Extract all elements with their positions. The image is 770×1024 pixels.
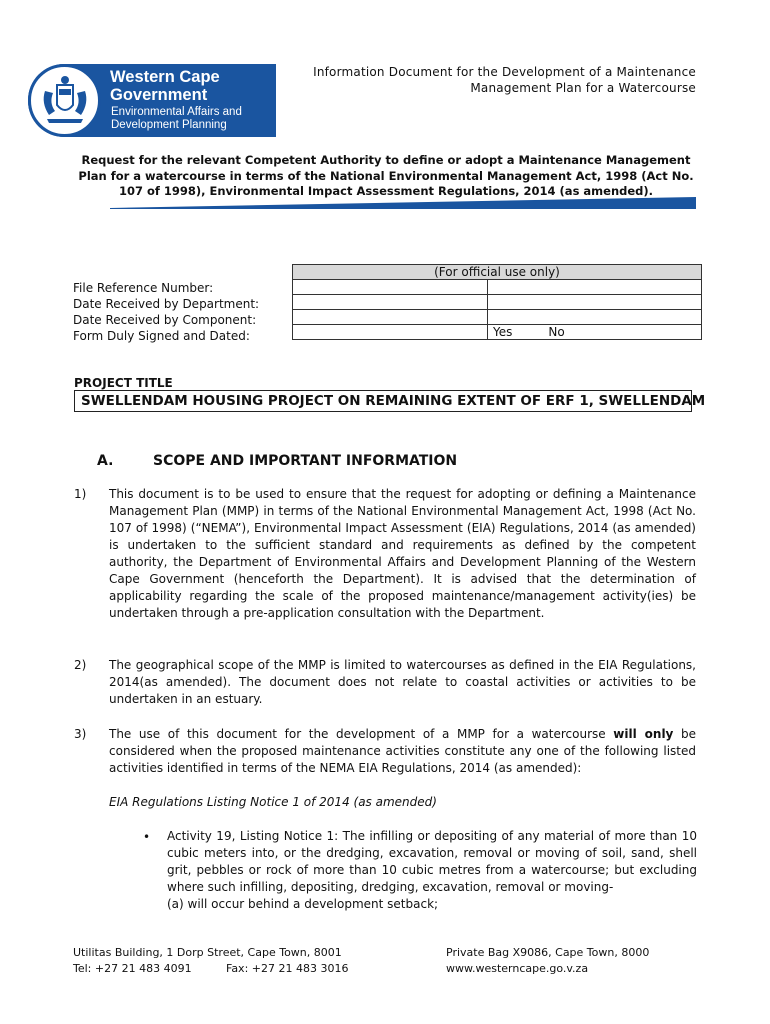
logo-title: Western Cape Government (110, 68, 220, 104)
logo-subtitle: Environmental Affairs and Development Planning (111, 106, 242, 131)
official-use-header: (For official use only) (293, 265, 702, 280)
section-title: SCOPE AND IMPORTANT INFORMATION (153, 453, 458, 469)
date-received-component-label: Date Received by Component: (73, 313, 257, 327)
footer-postal: Private Bag X9086, Cape Town, 8000 (446, 946, 650, 959)
footer-fax: Fax: +27 21 483 3016 (226, 962, 349, 975)
file-reference-label: File Reference Number: (73, 281, 214, 295)
item-text-before: The use of this document for the development of a MMP for a watercourse (109, 727, 614, 741)
project-title-box: SWELLENDAM HOUSING PROJECT ON REMAINING EXTENT OF ERF 1, SWELLENDAM (74, 390, 692, 412)
file-reference-field-2[interactable] (488, 280, 702, 295)
bullet-subitem: (a) will occur behind a development setback; (167, 897, 439, 911)
file-reference-field[interactable] (293, 280, 488, 295)
footer-website[interactable]: www.westerncape.go.v.za (446, 962, 589, 975)
form-signed-label: Form Duly Signed and Dated: (73, 329, 250, 343)
item-text-bold: will only (613, 727, 674, 741)
footer-tel: Tel: +27 21 483 4091 (73, 962, 192, 975)
date-received-department-field[interactable] (293, 295, 488, 310)
form-signed-field[interactable] (293, 325, 488, 340)
listing-notice-heading: EIA Regulations Listing Notice 1 of 2014 (as amended) (109, 795, 437, 809)
item-number: 3) (74, 727, 87, 741)
bullet-icon: • (143, 830, 151, 844)
no-option[interactable]: No (548, 325, 565, 339)
date-received-component-field-2[interactable] (488, 310, 702, 325)
yes-no-field[interactable] (488, 325, 702, 340)
request-heading: Request for the relevant Competent Authority to define or adopt a Maintenance Management Plan for a watercourse in terms of the National Environmental Management Act, 1998 (Act No. 107 of 1998), Environmental Impact Assessment Regulations, 2014 (as amended). (78, 153, 694, 198)
item-number: 1) (74, 487, 87, 501)
section-letter: A. (97, 453, 114, 469)
item-number: 2) (74, 658, 87, 672)
date-received-department-field-2[interactable] (488, 295, 702, 310)
bullet-paragraph (167, 828, 697, 913)
date-received-component-field[interactable] (293, 310, 488, 325)
official-use-labels (73, 280, 259, 344)
project-title-label: PROJECT TITLE (74, 376, 173, 390)
item-text-after: be considered when the proposed maintenance activities constitute any one of the following listed activities identified in terms of the NEMA EIA Regulations, 2014 (as amended): (109, 727, 696, 775)
bullet-text: Activity 19, Listing Notice 1: The infilling or depositing of any material of more than 10 cubic meters into, or the dredging, excavation, removal or moving of soil, sand, shell grit, pebbles or rock of more than 10 cubic metres from a watercourse; but excluding where such infilling, depositing, dredging, excavation, removal or moving- (167, 829, 697, 894)
heading-underline (110, 197, 696, 209)
official-use-table (292, 264, 702, 340)
document-title: Information Document for the Development of a Maintenance Management Plan for a Watercourse (313, 65, 696, 95)
item-paragraph: The geographical scope of the MMP is limited to watercourses as defined in the EIA Regulations, 2014(as amended). The document does not relate to coastal activities or activities to be undertaken in an estuary. (109, 658, 696, 706)
coat-of-arms-icon (28, 64, 101, 137)
footer-address: Utilitas Building, 1 Dorp Street, Cape Town, 8001 (73, 946, 342, 959)
item-paragraph (109, 726, 696, 777)
date-received-department-label: Date Received by Department: (73, 297, 260, 311)
yes-option[interactable]: Yes (493, 325, 513, 339)
item-paragraph: This document is to be used to ensure that the request for adopting or defining a Maintenance Management Plan (MMP) in terms of the National Environmental Management Act, 1998 (Act No. 107 of 1998) (“NEMA”), Environmental Impact Assessment (EIA) Regulations, 2014 (as amended) is undertaken to the sufficient standard and requirements as defined by the competent authority, the Department of Environmental Affairs and Development Planning of the Western Cape Government (henceforth the Department). It is advised that the determination of applicability regarding the scale of the proposed maintenance/management activity(ies) be undertaken through a pre-application consultation with the Department. (109, 487, 696, 620)
